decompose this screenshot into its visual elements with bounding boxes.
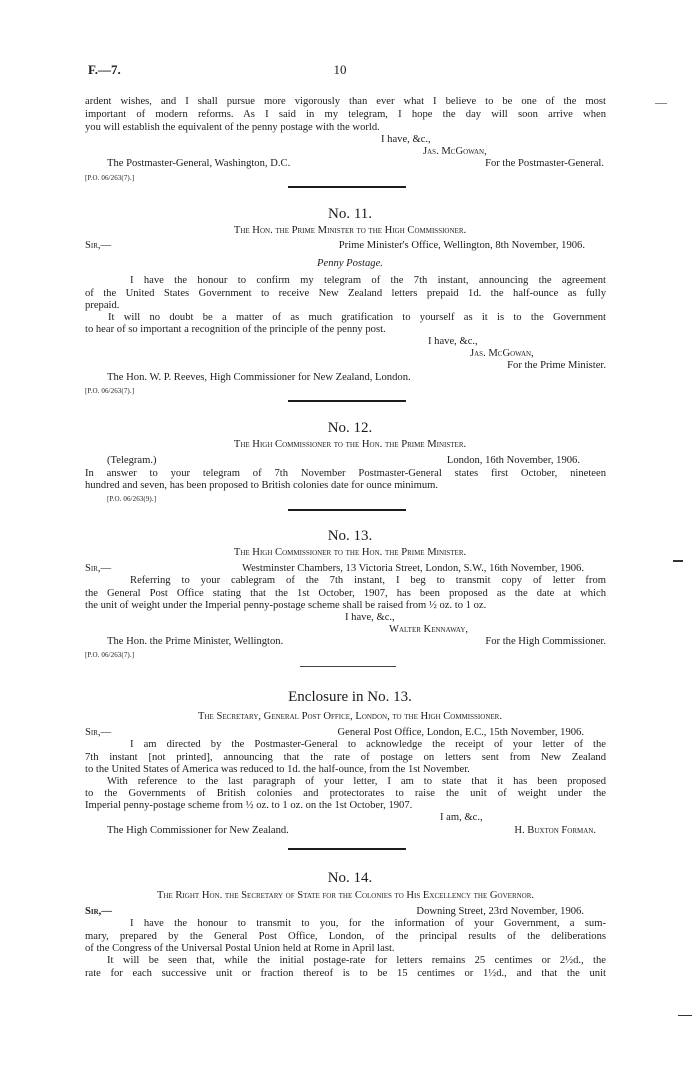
closing: I have, &c., (345, 612, 395, 623)
place-date: Prime Minister's Office, Wellington, 8th November, 1906. (338, 240, 585, 251)
body-line: I have the honour to confirm my telegram of the 7th instant, announcing the agreement (130, 275, 606, 286)
addressee: The Hon. the Prime Minister, Wellington. (107, 636, 284, 647)
body-line: It will no doubt be a matter of as much gratification to yourself as it is to the Government (108, 312, 606, 323)
section-title-enclosure-13: Enclosure in No. 13. (288, 689, 412, 705)
telegram-label: (Telegram.) (107, 455, 157, 466)
page-header-ref: F.—7. (88, 62, 121, 77)
addressee: The High Commissioner for New Zealand. (107, 825, 289, 836)
body-line: Imperial penny-postage scheme from ½ oz. to 1 oz. on the 1st October, 1907. (85, 800, 413, 811)
section-rule (288, 509, 406, 511)
closing: I have, &c., (428, 336, 478, 347)
body-line: ardent wishes, and I shall pursue more vigorously than ever what I believe to be one of the most (85, 96, 606, 107)
place-date: General Post Office, London, E.C., 15th November, 1906. (337, 727, 584, 738)
salutation: Sir,— (85, 727, 112, 738)
salutation: Sir,— (85, 563, 112, 574)
section-heading: The High Commissioner to the Hon. the Prime Minister. (233, 547, 467, 558)
section-title-no-14: No. 14. (327, 870, 373, 886)
body-line: of the Congress of the Universal Postal Union held at Rome in April last. (85, 943, 395, 954)
section-title-no-11: No. 11. (327, 206, 373, 222)
body-line: rate for each successive unit or fraction thereof is to be 15 centimes or 1½d., and that the unit (85, 968, 606, 979)
reference: [P.O. 06/263(7).] (85, 174, 135, 182)
body-line: the unit of weight under the Imperial penny-postage scheme shall be raised from ½ oz. to 1 oz. (85, 600, 487, 611)
addressee: The Postmaster-General, Washington, D.C. (107, 158, 291, 169)
margin-mark (655, 103, 667, 104)
closing: I have, &c., (381, 134, 431, 145)
signature: H. Buxton Forman. (514, 825, 596, 836)
body-line: I am directed by the Postmaster-General to acknowledge the receipt of your letter of the (130, 739, 606, 750)
body-line: to the Governments of British colonies and protectorates to raise the unit of weight under the (85, 788, 606, 799)
body-line: With reference to the last paragraph of your letter, I am to state that it has been proposed (107, 776, 606, 787)
signature: Jas. McGowan, (423, 146, 487, 157)
place-date: Westminster Chambers, 13 Victoria Street, London, S.W., 16th November, 1906. (241, 563, 584, 574)
signature-title: For the High Commissioner. (485, 636, 606, 647)
section-title-no-12: No. 12. (327, 420, 373, 436)
body-line: mary, prepared by the General Post Office, London, of the principal results of the deliberations (85, 931, 606, 942)
body-line: you will establish the equivalent of the penny postage with the world. (85, 122, 380, 133)
section-title-no-13: No. 13. (327, 528, 373, 544)
salutation: Sir,— (85, 240, 112, 251)
body-line: to hear of so important a recognition of the principle of the penny post. (85, 324, 386, 335)
body-line: In answer to your telegram of 7th November Postmaster-General states first October, nineteen (85, 468, 606, 479)
reference: [P.O. 06/263(9).] (107, 495, 157, 503)
place-date: Downing Street, 23rd November, 1906. (416, 906, 584, 917)
signature-title: For the Postmaster-General. (485, 158, 604, 169)
reference: [P.O. 06/263(7).] (85, 651, 135, 659)
section-rule (300, 666, 396, 667)
place-date: London, 16th November, 1906. (446, 455, 580, 466)
section-rule (288, 848, 406, 850)
body-line: the General Post Office stating that the 1st October, 1907, has been proposed as the date at which (85, 588, 606, 599)
body-line: It will be seen that, while the initial postage-rate for letters remains 25 centimes or 2½d., the (107, 955, 606, 966)
page-number: 10 (333, 62, 347, 77)
salutation: Sir,— (85, 906, 112, 917)
reference: [P.O. 06/263(7).] (85, 387, 135, 395)
section-rule (288, 400, 406, 402)
closing: I am, &c., (440, 812, 483, 823)
body-line: I have the honour to transmit to you, for the information of your Government, a sum- (130, 918, 606, 929)
body-line: 7th instant [not printed], announcing that the rate of postage on letters sent from New Zealand (85, 752, 606, 763)
subject: Penny Postage. (317, 258, 383, 269)
signature: Jas. McGowan, (470, 348, 534, 359)
margin-mark (673, 560, 683, 562)
section-heading: The Secretary, General Post Office, London, to the High Commissioner. (198, 711, 502, 722)
body-line: important of modern reforms. As I said in my telegram, I hope the day will soon arrive when (85, 109, 606, 120)
section-rule (288, 186, 406, 188)
section-heading: The High Commissioner to the Hon. the Prime Minister. (233, 439, 467, 450)
body-line: of the United States Government to receive New Zealand letters prepaid 1d. the half-ounce as fully (85, 288, 606, 299)
margin-mark (678, 1015, 692, 1016)
body-line: to the United States of America was reduced to 1d. the half-ounce, from the 1st November. (85, 764, 470, 775)
addressee: The Hon. W. P. Reeves, High Commissioner for New Zealand, London. (107, 372, 411, 383)
section-heading: The Hon. the Prime Minister to the High Commissioner. (233, 225, 467, 236)
body-line: hundred and seven, has been proposed to British colonies date for ounce minimum. (85, 480, 439, 491)
body-line: prepaid. (85, 300, 120, 311)
signature-title: For the Prime Minister. (507, 360, 606, 371)
section-heading: The Right Hon. the Secretary of State for the Colonies to His Excellency the Governor. (156, 890, 535, 901)
body-line: Referring to your cablegram of the 7th instant, I beg to transmit copy of letter from (130, 575, 606, 586)
signature: Walter Kennaway, (389, 624, 469, 635)
